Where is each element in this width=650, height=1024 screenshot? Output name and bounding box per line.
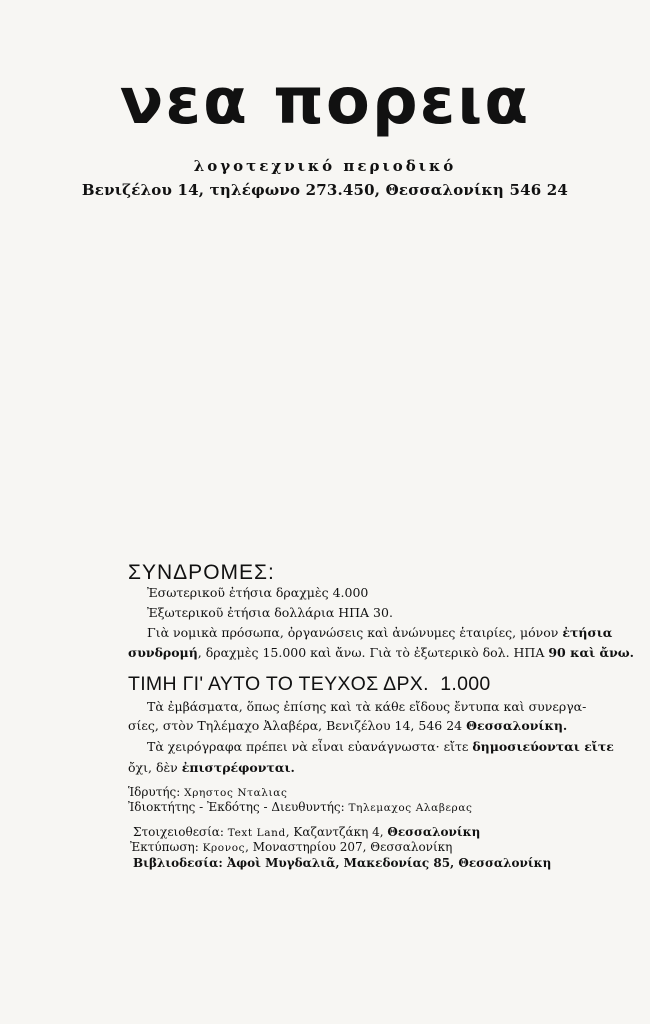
founder-label: Ἱδρυτής:	[128, 785, 185, 799]
typesetting-label: Στοιχειοθεσία:	[133, 825, 228, 839]
credit-typesetting	[133, 826, 480, 839]
issue-price-amount: 1.000	[440, 673, 491, 695]
credit-binding: Βιβλιοδεσία: Ἀφοὶ Μυγδαλιᾶ, Μακεδονίας 85, Θεσσαλονίκη	[133, 856, 552, 870]
subscription-legal-bold-3: 90 καὶ ἄνω.	[548, 645, 635, 660]
credit-founder	[128, 786, 287, 799]
subscription-legal-line-1	[147, 627, 612, 640]
notice-line-4-text: ὄχι, δὲν	[128, 760, 182, 775]
subscription-legal-bold-2: συνδρομή	[128, 645, 198, 660]
founder-name: Χρηστος Νταλιας	[184, 787, 288, 799]
magazine-subtitle: λογοτεχνικό περιοδικό	[193, 157, 457, 175]
printing-label: Ἐκτύπωση:	[130, 840, 203, 854]
notice-line-2	[128, 720, 567, 733]
owner-label: Ἰδιοκτήτης - Ἐκδότης - Διευθυντής:	[128, 800, 349, 814]
typesetting-name: Text Land	[227, 827, 286, 839]
printing-rest: , Μοναστηρίου 207, Θεσσαλονίκη	[245, 840, 453, 854]
magazine-title: νεα πορεια	[119, 65, 531, 139]
credit-printing	[130, 841, 452, 854]
issue-price-label: ΤΙΜΗ ΓΙ' ΑΥΤΟ ΤΟ ΤΕΥΧΟΣ ΔΡΧ.	[128, 673, 429, 695]
owner-name: Τηλεμαχος Αλαβερας	[348, 802, 473, 814]
subscription-abroad: Ἐξωτερικοῦ ἐτήσια δολλάρια ΗΠΑ 30.	[147, 605, 393, 620]
subscription-legal-text-2: , δραχμὲς 15.000 καὶ ἄνω. Γιὰ τὸ ἐξωτερικὸ δολ. ΗΠΑ	[197, 645, 549, 660]
typesetting-city: Θεσσαλονίκη	[387, 825, 481, 839]
subscription-legal-bold-1: ἐτήσια	[562, 625, 613, 640]
magazine-address: Βενιζέλου 14, τηλέφωνο 273.450, Θεσσαλονίκη 546 24	[81, 181, 569, 199]
subscription-domestic: Ἐσωτερικοῦ ἐτήσια δραχμὲς 4.000	[147, 585, 369, 600]
notice-line-4	[128, 762, 295, 775]
subscription-legal-line-2	[128, 647, 634, 660]
notice-line-2-bold: Θεσσαλονίκη.	[466, 718, 568, 733]
issue-price	[128, 673, 491, 696]
subscription-legal-text-1: Γιὰ νομικὰ πρόσωπα, ὀργανώσεις καὶ ἀνώνυμες ἑταιρίες, μόνον	[147, 625, 563, 640]
typesetting-rest: , Καζαντζάκη 4,	[285, 825, 388, 839]
notice-line-1: Τὰ ἐμβάσματα, ὅπως ἐπίσης καὶ τὰ κάθε εἴδους ἔντυπα καὶ συνεργα-	[147, 699, 587, 714]
printing-name: Κρονος	[202, 842, 246, 854]
credit-owner	[128, 801, 473, 814]
notice-line-2-text: σίες, στὸν Τηλέμαχο Ἀλαβέρα, Βενιζέλου 14, 546 24	[128, 718, 467, 733]
subscriptions-heading: ΣΥΝΔΡΟΜΕΣ:	[128, 561, 275, 584]
notice-line-3-text: Τὰ χειρόγραφα πρέπει νὰ εἶναι εὐανάγνωστα· εἴτε	[147, 739, 473, 754]
notice-line-4-bold: ἐπιστρέφονται.	[181, 760, 295, 775]
notice-line-3	[147, 741, 614, 754]
notice-line-3-bold: δημοσιεύονται εἴτε	[472, 739, 614, 754]
